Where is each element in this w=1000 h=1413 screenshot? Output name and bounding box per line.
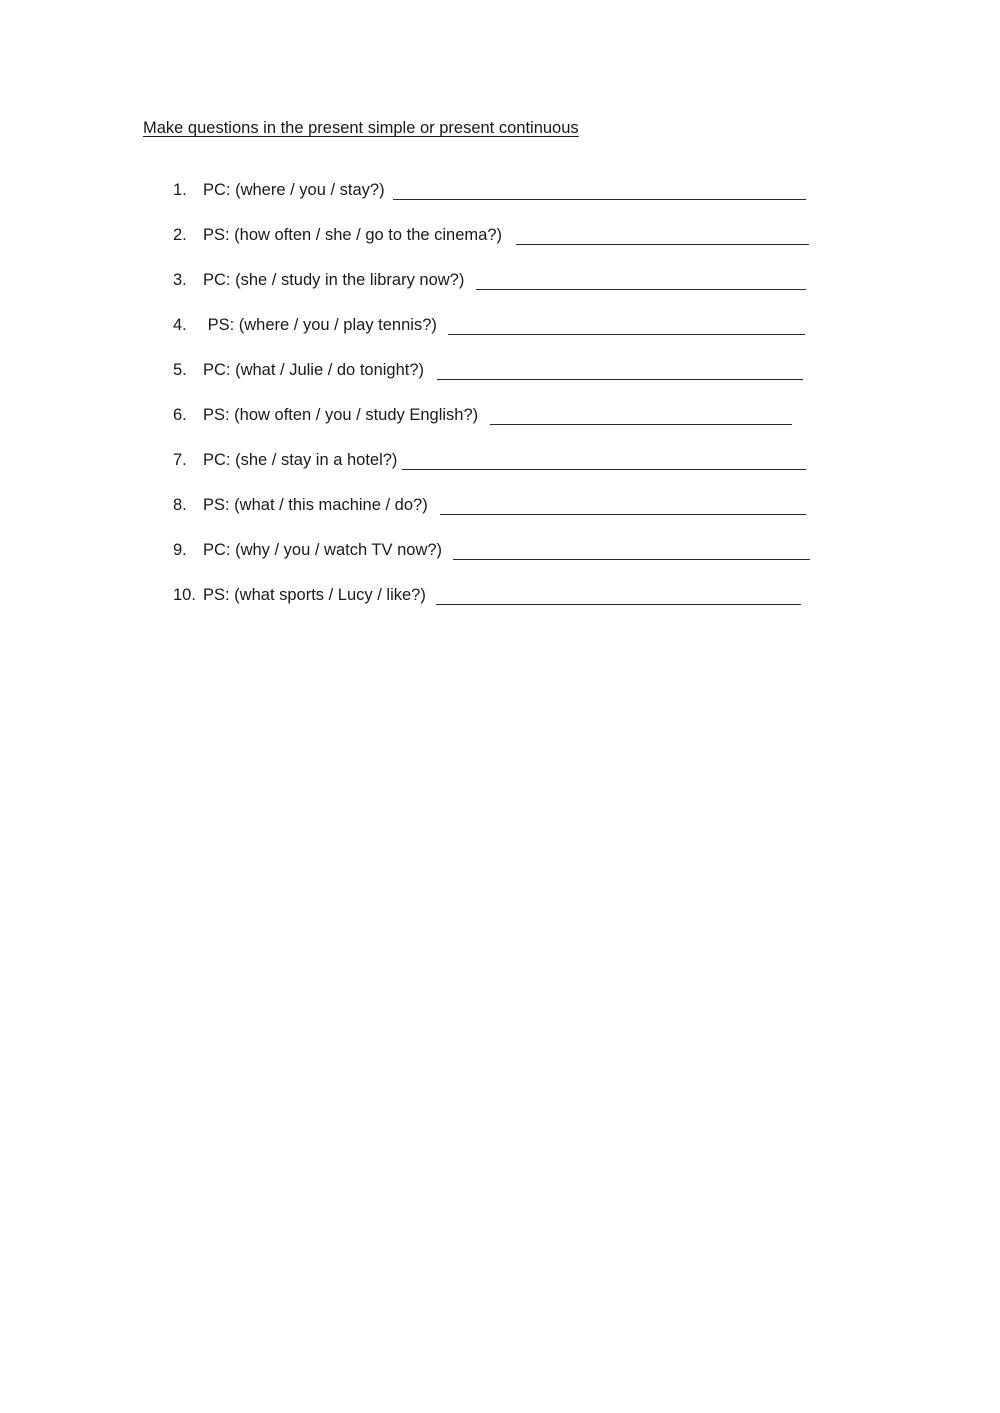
question-number: 8.: [173, 496, 187, 514]
answer-line[interactable]: [402, 469, 806, 470]
question-prompt: PC: (she / stay in a hotel?): [203, 451, 398, 469]
question-item: [0, 541, 1000, 565]
answer-line[interactable]: [490, 424, 792, 425]
question-item: [0, 451, 1000, 475]
question-item: [0, 586, 1000, 610]
question-number: 1.: [173, 181, 187, 199]
question-prompt: PC: (where / you / stay?): [203, 181, 385, 199]
question-item: [0, 496, 1000, 520]
question-item: [0, 181, 1000, 205]
answer-line[interactable]: [437, 379, 803, 380]
answer-line[interactable]: [436, 604, 801, 605]
question-number: 7.: [173, 451, 187, 469]
question-item: [0, 271, 1000, 295]
question-number: 6.: [173, 406, 187, 424]
question-item: [0, 361, 1000, 385]
answer-line[interactable]: [448, 334, 805, 335]
answer-line[interactable]: [476, 289, 806, 290]
question-item: [0, 316, 1000, 340]
answer-line[interactable]: [393, 199, 806, 200]
question-prompt: PS: (what / this machine / do?): [203, 496, 428, 514]
question-number: 10.: [173, 586, 196, 604]
question-number: 9.: [173, 541, 187, 559]
question-prompt: PC: (why / you / watch TV now?): [203, 541, 443, 559]
question-prompt: PC: (she / study in the library now?): [203, 271, 465, 289]
question-number: 4.: [173, 316, 187, 334]
worksheet-title: Make questions in the present simple or present continuous: [143, 119, 579, 137]
question-prompt: PS: (what sports / Lucy / like?): [203, 586, 426, 604]
question-number: 3.: [173, 271, 187, 289]
question-item: [0, 226, 1000, 250]
question-number: 5.: [173, 361, 187, 379]
question-prompt: PC: (what / Julie / do tonight?): [203, 361, 425, 379]
answer-line[interactable]: [453, 559, 810, 560]
question-prompt: PS: (where / you / play tennis?): [203, 316, 437, 334]
question-number: 2.: [173, 226, 187, 244]
question-prompt: PS: (how often / you / study English?): [203, 406, 479, 424]
question-prompt: PS: (how often / she / go to the cinema?): [203, 226, 502, 244]
answer-line[interactable]: [516, 244, 809, 245]
question-item: [0, 406, 1000, 430]
answer-line[interactable]: [440, 514, 806, 515]
